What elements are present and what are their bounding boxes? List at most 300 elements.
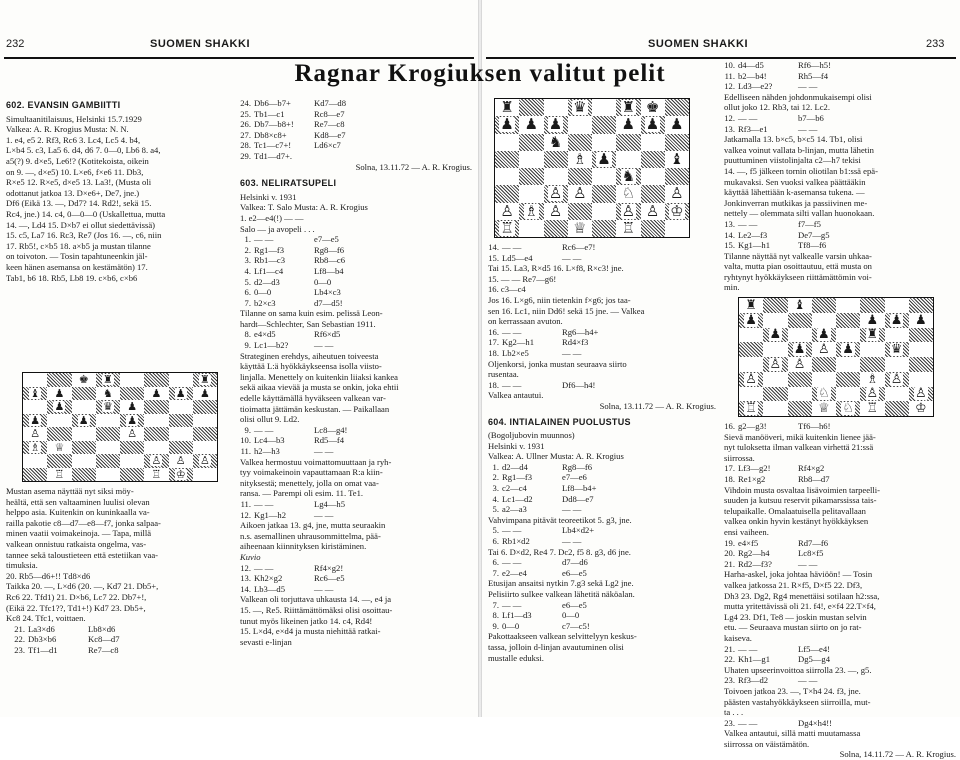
black-move: Rd7—f6: [798, 537, 829, 548]
board-square: [763, 387, 787, 402]
black-move: Tf6—h6!: [798, 421, 831, 432]
board-square: [120, 454, 144, 468]
board-square: [860, 342, 884, 357]
board-square: [592, 168, 616, 185]
move-row: [240, 98, 472, 109]
text-line: Jatkamalla 13. b×c5, b×c5 14. Tb1, olisi: [724, 134, 863, 145]
white-move: — —: [502, 326, 522, 337]
board-square: [120, 427, 144, 441]
white-move: d2—d4: [502, 461, 528, 472]
text-line: L×b4 5. c3, La5 6. d4, d6 7. 0—0, Lb6 8. a4,: [6, 145, 161, 156]
board-square: [519, 185, 543, 202]
move-row: [14, 645, 232, 656]
chess-diagram-1: [22, 372, 218, 482]
move-number: 1.: [244, 234, 251, 245]
game-603-moves-3: [240, 425, 472, 457]
black-move: — —: [314, 509, 334, 520]
chess-piece-icon: ♟: [500, 115, 514, 134]
chess-piece-icon: ♞: [548, 132, 563, 151]
board-square: [144, 468, 168, 482]
white-move: — —: [502, 599, 522, 610]
black-move: Rh5—f4: [798, 70, 829, 81]
board-square: [544, 203, 568, 220]
board-square: [665, 116, 689, 133]
text-line: on 9. —, d×e5) 10. L×e6, f×e6 11. Db3,: [6, 166, 144, 177]
board-square: [592, 220, 616, 237]
move-row: [240, 140, 472, 151]
chess-piece-icon: ♙: [818, 342, 830, 358]
white-move: — —: [738, 218, 758, 229]
chess-piece-icon: ♙: [500, 201, 514, 220]
board-square: [544, 99, 568, 116]
white-move: Rg1—f3: [254, 244, 285, 255]
board-square: [641, 151, 665, 168]
text-line: Jos 16. L×g6, niin tietenkin f×g6; jos taa-: [488, 294, 631, 305]
text-line: valkea voinut vallata b-linjan, mutta lähetin: [724, 144, 874, 155]
white-move: Db7—b8+!: [254, 119, 294, 130]
chess-piece-icon: ♟: [175, 386, 186, 400]
board-square: [739, 387, 763, 402]
chess-piece-icon: ♞: [102, 386, 113, 400]
move-row: [240, 435, 472, 446]
board-square: [641, 185, 665, 202]
board-square: [96, 468, 120, 482]
white-move: — —: [502, 525, 522, 536]
text-line: helppo asia. Kuitenkin on kuninkaalla va-: [6, 507, 150, 518]
board-square: [519, 151, 543, 168]
white-move: Kg1—h2: [254, 509, 286, 520]
move-row: [240, 298, 472, 309]
text-line: Simultaanitilaisuus, Helsinki 15.7.1929: [6, 113, 142, 124]
board-square: [739, 313, 763, 328]
chess-piece-icon: ♝: [793, 297, 806, 313]
game-603-final-moves: [488, 242, 716, 263]
chess-piece-icon: ♜: [500, 98, 514, 117]
white-move: Lf1—d3: [502, 610, 532, 621]
move-number: 8.: [244, 329, 251, 340]
board-square: [860, 298, 884, 313]
board-square: [169, 427, 193, 441]
text-line: Rc4, jne.) 14. c4, 0—0—0 (Uskallettua, mutta: [6, 208, 166, 219]
board-square: [739, 342, 763, 357]
move-row: [240, 151, 472, 162]
chess-piece-icon: ♟: [30, 413, 41, 427]
white-move: c2—c4: [502, 483, 527, 494]
chess-diagram-3: [738, 297, 934, 417]
board-square: [47, 454, 71, 468]
chess-piece-icon: ♙: [745, 371, 757, 387]
move-row: [724, 644, 956, 655]
text-line: olisi ollut 9. Ld2.: [240, 414, 300, 425]
column-1-top: [6, 98, 232, 370]
black-move: Rf6×d5: [314, 329, 341, 340]
text-line: valta, mutta pian osoittautuu, että musta on: [724, 261, 872, 272]
board-square: [47, 373, 71, 387]
chess-piece-icon: ♛: [102, 400, 113, 414]
board-square: [568, 168, 592, 185]
board-square: [909, 372, 933, 387]
move-row: [240, 277, 472, 288]
game-603-moves-4: [240, 499, 472, 520]
white-move: Ld5—e4: [502, 252, 533, 263]
text-line: 16. c3—c4: [488, 284, 526, 295]
board-square: [193, 468, 217, 482]
board-square: [885, 342, 909, 357]
chess-piece-icon: ♟: [769, 327, 782, 343]
chess-piece-icon: ♔: [670, 201, 684, 220]
board-square: [169, 454, 193, 468]
move-number: 17.: [724, 463, 735, 474]
chess-piece-icon: ♖: [151, 467, 162, 481]
white-move: 0—0: [254, 287, 272, 298]
chess-piece-icon: ♙: [573, 184, 587, 203]
board-square: [544, 185, 568, 202]
text-line: (Bogoljubovin muunnos): [488, 430, 575, 441]
move-number: 17.: [488, 337, 499, 348]
move-row: [724, 718, 956, 729]
move-number: 18.: [488, 347, 499, 358]
black-move: De7—g5: [798, 229, 830, 240]
board-square: [495, 168, 519, 185]
board-square: [568, 203, 592, 220]
text-line: nettely — olemmata silti vallan huonokaan.: [724, 208, 875, 219]
resign-603: Valkea antautui.: [488, 390, 544, 401]
board-square: [860, 401, 884, 416]
move-row: [240, 510, 472, 521]
board-square: [739, 357, 763, 372]
book-gutter: [478, 0, 482, 717]
chess-piece-icon: ♛: [573, 98, 587, 117]
game-604-note-2: [488, 547, 716, 558]
text-line: timuksia.: [6, 560, 38, 571]
move-row: [488, 472, 716, 483]
board-square: [641, 220, 665, 237]
board-square: [885, 328, 909, 343]
black-move: Rc6—e5: [314, 573, 345, 584]
board-square: [544, 116, 568, 133]
board-square: [836, 387, 860, 402]
move-number: 13.: [240, 573, 251, 584]
text-line: sen 16. Lc1, niin Dd6! sekä 15 jne. — Valkea: [488, 305, 645, 316]
text-line: tannee sekä taloustieteen että estetiikan vaa-: [6, 549, 158, 560]
board-square: [120, 387, 144, 401]
move-row: [488, 610, 716, 621]
white-move: g2—g3!: [738, 421, 767, 432]
board-square: [120, 373, 144, 387]
black-move: Dd8—e7: [562, 493, 594, 504]
white-move: Rf3—e1: [738, 123, 768, 134]
text-line: Valkean oli torjuttava uhkausta 14. —, e4 ja: [240, 594, 392, 605]
move-row: [240, 255, 472, 266]
board-square: [96, 373, 120, 387]
board-square: [665, 203, 689, 220]
game-603-moves-2: [240, 329, 472, 350]
game-604-moves-8: [724, 421, 956, 432]
black-move: b7—b6: [798, 112, 824, 123]
black-move: Dg4×h4!!: [798, 717, 832, 728]
text-line: tunut myös likeinen jatko 14. c4, Rd4!: [240, 615, 373, 626]
chess-piece-icon: ♗: [30, 440, 41, 454]
move-number: 12.: [724, 112, 735, 123]
board-square: [193, 387, 217, 401]
board-square: [788, 401, 812, 416]
chess-piece-icon: ♟: [54, 400, 65, 414]
black-move: e6—e5: [562, 599, 587, 610]
black-move: Rb8—c6: [314, 255, 346, 266]
text-line: suuden ja kutsuu reservit pikamarssissa tais-: [724, 495, 877, 506]
chess-piece-icon: ♚: [78, 373, 89, 387]
move-number: 15.: [488, 252, 499, 263]
text-line: Helsinki v. 1931: [240, 191, 297, 202]
board-square: [120, 441, 144, 455]
text-line: Lg4 23. Df1, Te8 — joskin mustan selvin: [724, 611, 867, 622]
banner-title: Ragnar Krogiuksen valitut pelit: [294, 60, 666, 87]
board-square: [544, 134, 568, 151]
white-move: Lc1—d2: [502, 493, 533, 504]
move-number: 16.: [488, 326, 499, 337]
black-move: Rf6—h5!: [798, 60, 831, 70]
board-square: [909, 298, 933, 313]
board-square: [909, 387, 933, 402]
chess-piece-icon: ♙: [915, 386, 927, 402]
game-603-note-2: [240, 351, 472, 425]
chess-piece-icon: ♘: [818, 386, 830, 402]
black-move: Re7—c8: [88, 644, 119, 655]
text-line: odottanut jatkoa 13. D×e6+, De7, jne.): [6, 187, 140, 198]
move-row: [488, 600, 716, 611]
black-move: e6—e5: [562, 567, 587, 578]
board-square: [860, 328, 884, 343]
board-square: [909, 328, 933, 343]
board-square: [860, 357, 884, 372]
text-line: linjalla. Menettely on kuitenkin liiaksi kankea: [240, 371, 398, 382]
board-square: [568, 151, 592, 168]
white-move: — —: [254, 498, 274, 509]
text-line: keen hänen asemansa on kestämätön) 17.: [6, 261, 148, 272]
board-square: [519, 134, 543, 151]
game-604-moves-5: [724, 60, 956, 92]
move-number: 3.: [492, 483, 499, 494]
board-square: [909, 357, 933, 372]
board-square: [495, 203, 519, 220]
text-line: käyttää L:ä hyökkäykseensa isolla viisto-: [240, 361, 382, 372]
board-square: [665, 168, 689, 185]
move-row: [488, 536, 716, 547]
white-move: — —: [738, 717, 758, 728]
signoff-602: Solna, 13.11.72 — A. R. Krogius.: [355, 161, 472, 172]
move-row: [488, 327, 716, 338]
move-row: [240, 234, 472, 245]
text-line: 17. Rb5!, c×b5 18. a×b5 ja mustan tilanne: [6, 240, 151, 251]
board-square: [763, 342, 787, 357]
move-number: 26.: [240, 119, 251, 130]
board-square: [788, 387, 812, 402]
board-square: [544, 168, 568, 185]
move-row: [488, 494, 716, 505]
board-square: [836, 298, 860, 313]
board-square: [836, 328, 860, 343]
move-number: 14.: [724, 229, 735, 240]
black-move: 0—0: [314, 276, 332, 287]
white-move: Re1×g2: [738, 474, 766, 485]
chess-piece-icon: ♟: [54, 386, 65, 400]
text-line: Kc8 24. Tfc1, voittaen.: [6, 613, 86, 624]
move-number: 2.: [492, 472, 499, 483]
text-line: Salo — ja avopeli . . .: [240, 223, 315, 234]
white-move: Tf1—d1: [28, 644, 58, 655]
board-square: [665, 151, 689, 168]
text-line: valkean onnistuu ratkaista ongelma, vas-: [6, 538, 147, 549]
game-604-moves-13: [724, 718, 956, 729]
board-square: [860, 387, 884, 402]
black-move: f7—f5: [798, 218, 821, 229]
board-square: [495, 151, 519, 168]
black-move: Lb8×d6: [88, 623, 116, 634]
board-square: [763, 298, 787, 313]
black-move: Re7—c8: [314, 119, 345, 130]
board-square: [592, 203, 616, 220]
text-line: on kerrassaan avuton.: [488, 316, 563, 327]
black-move: — —: [798, 675, 818, 686]
move-row: [14, 634, 232, 645]
move-number: 9.: [244, 340, 251, 351]
board-square: [193, 373, 217, 387]
game-604-moves-4: [488, 600, 716, 632]
game-604-moves-7: [724, 219, 956, 251]
board-square: [47, 427, 71, 441]
board-square: [812, 342, 836, 357]
text-line: mutta yritettävissä oli 21. f4!, e×f4 22.T×f4,: [724, 601, 876, 612]
game-603-note-6: [488, 263, 716, 327]
move-row: [240, 266, 472, 277]
move-row: [488, 621, 716, 632]
white-move: Lf3—g2!: [738, 463, 771, 474]
black-move: Tf8—f6: [798, 240, 827, 251]
black-move: — —: [314, 446, 334, 456]
move-number: 4.: [244, 265, 251, 276]
chess-piece-icon: ♘: [842, 401, 854, 417]
board-square: [812, 401, 836, 416]
chess-diagram-2: [494, 98, 690, 238]
chess-piece-icon: ♟: [127, 413, 138, 427]
text-line: päästen vastahyökkäykseen siirroilla, mut-: [724, 696, 871, 707]
game-604-moves-10: [724, 538, 956, 570]
move-number: 12.: [724, 81, 735, 92]
text-line: a5(?) 9. d×e5, Le6!? (Kotitekoista, oikein: [6, 155, 149, 166]
move-row: [240, 446, 472, 457]
black-move: Rd5—f4: [314, 435, 345, 446]
move-row: [240, 584, 472, 595]
move-number: 1.: [492, 461, 499, 472]
move-number: 13.: [724, 123, 735, 134]
move-row: [724, 219, 956, 230]
text-line: ta . . .: [724, 707, 744, 718]
text-line: Df6 (Eikä 13. —, Dd7? 14. Rd2!, sekä 15.: [6, 198, 152, 209]
board-square: [23, 468, 47, 482]
right-running-head: SUOMEN SHAKKI: [648, 38, 749, 50]
board-square: [72, 373, 96, 387]
chess-piece-icon: ♖: [745, 401, 757, 417]
move-number: 3.: [244, 255, 251, 266]
black-move: Kc8—d7: [88, 634, 120, 645]
board-square: [909, 313, 933, 328]
board-square: [519, 168, 543, 185]
move-number: 20.: [724, 548, 735, 559]
column-2: [240, 98, 472, 711]
black-move: — —: [562, 504, 582, 515]
game-603-moves: [240, 234, 472, 308]
text-line: minen vaatii voimakeinoja. — Tapa, millä: [6, 528, 152, 539]
board-square: [763, 313, 787, 328]
game-604-note-9: [724, 485, 956, 538]
move-row: [488, 242, 716, 253]
black-move: Lf5—e4!: [798, 643, 830, 654]
white-move: a2—a3: [502, 504, 527, 515]
black-move: Ld6×c7: [314, 140, 341, 151]
game-603-note-1: [240, 308, 472, 329]
text-line: 14. —, Ld4 15. D×b7 ei ollut siedettävissä): [6, 219, 156, 230]
move-number: 23.: [14, 644, 25, 655]
chess-piece-icon: ♜: [199, 373, 210, 387]
move-row: [240, 287, 472, 298]
text-line: Valkea antautui, sillä matti muutamassa: [724, 728, 861, 739]
move-row: [488, 504, 716, 515]
white-move: b2×c3: [254, 297, 276, 308]
black-move: e7—e5: [314, 234, 339, 245]
chess-piece-icon: ♜: [102, 373, 113, 387]
text-line: valkea jatkossa 21. R×f5, D×f5 22. Df3,: [724, 579, 863, 590]
move-row: [240, 245, 472, 256]
white-move: — —: [502, 557, 522, 568]
text-line: 15. —, Re5. Riittämättömäksi olisi osoittau-: [240, 604, 393, 615]
chess-piece-icon: ♛: [890, 342, 903, 358]
white-move: Rd2—f3?: [738, 558, 772, 569]
text-line: edelle käyttämällä hyväkseen valkean var-: [240, 393, 386, 404]
move-number: 9.: [244, 424, 251, 435]
board-square: [616, 116, 640, 133]
move-number: 28.: [240, 140, 251, 151]
chess-piece-icon: ♟: [866, 312, 879, 328]
board-square: [47, 468, 71, 482]
board-square: [23, 454, 47, 468]
white-move: — —: [254, 234, 274, 245]
board-square: [812, 328, 836, 343]
chess-piece-icon: ♚: [645, 98, 660, 117]
board-square: [23, 373, 47, 387]
chess-piece-icon: ♘: [621, 184, 636, 203]
board-square: [836, 342, 860, 357]
chess-piece-icon: ♞: [621, 167, 636, 186]
board-square: [544, 220, 568, 237]
white-move: — —: [738, 643, 758, 654]
game-602-text: [6, 114, 232, 284]
board-square: [763, 357, 787, 372]
board-square: [788, 357, 812, 372]
board-square: [836, 401, 860, 416]
black-move: — —: [798, 123, 818, 134]
move-number: 5.: [244, 276, 251, 287]
text-line: tassa, jolloin d-linjan avautuminen olisi: [488, 641, 624, 652]
right-page-number: 233: [926, 38, 945, 50]
text-line: Pakottaakseen valkean selvittelyyn keskus-: [488, 631, 637, 642]
text-line: Harha-askel, joka johtaa häviöön! — Tosin: [724, 569, 873, 580]
black-move: Kd8—e7: [314, 129, 346, 140]
board-square: [788, 372, 812, 387]
game-604-moves-11: [724, 644, 956, 665]
chess-piece-icon: ♟: [645, 115, 660, 134]
chess-piece-icon: ♜: [866, 327, 879, 343]
game-604-moves-12: [724, 675, 956, 686]
